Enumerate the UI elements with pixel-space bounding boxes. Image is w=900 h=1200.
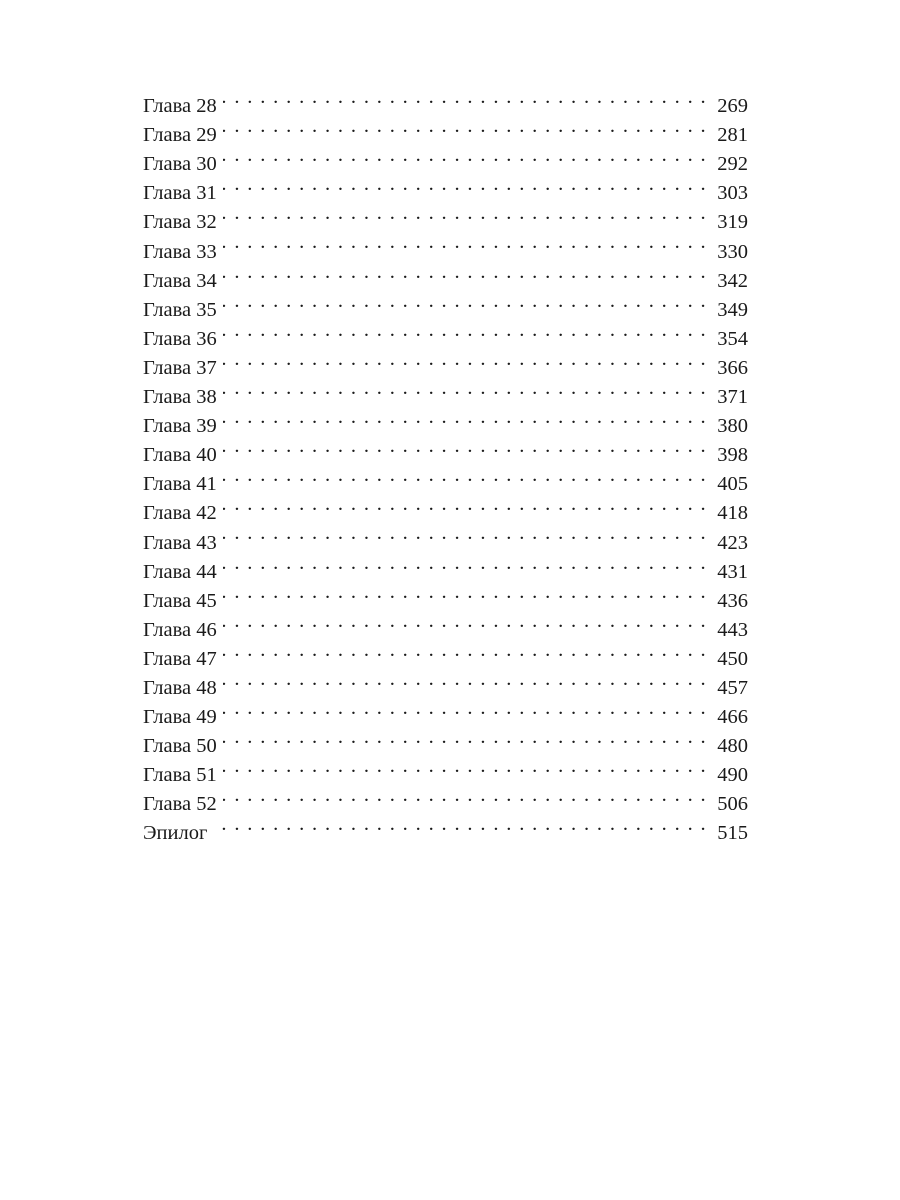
toc-dot-leader [223,141,707,170]
toc-entry-page-number: 443 [717,618,748,641]
toc-entry-page-number: 303 [717,182,748,205]
toc-entry-title: Глава 37 [143,356,217,379]
toc-entry-page-number: 292 [717,153,748,176]
toc-dot-leader [213,810,707,839]
toc-entry-page-number: 349 [717,298,748,321]
toc-entry-title: Глава 46 [143,618,217,641]
toc-entry-page-number: 515 [717,822,748,845]
toc-entry-title: Глава 45 [143,589,217,612]
toc-entry[interactable] [143,636,748,670]
toc-entry-title: Глава 35 [143,298,217,321]
toc-entry[interactable] [143,665,748,699]
toc-entry[interactable] [143,141,748,176]
toc-dot-leader [223,374,707,403]
toc-entry[interactable] [143,781,748,816]
toc-entry-page-number: 436 [717,589,748,612]
toc-entry-page-number: 342 [717,269,748,292]
toc-dot-leader [223,83,707,112]
toc-entry[interactable] [143,199,748,234]
toc-dot-leader [223,519,707,548]
toc-entry-page-number: 506 [717,793,748,816]
toc-entry[interactable] [143,752,748,787]
toc-dot-leader [223,636,707,665]
toc-entry[interactable] [143,490,748,525]
toc-entry-page-number: 366 [717,356,748,379]
toc-dot-leader [223,665,707,694]
toc-dot-leader [223,287,707,316]
toc-dot-leader [223,461,707,490]
toc-entry-title: Глава 32 [143,211,217,234]
toc-entry-title: Глава 31 [143,182,217,205]
toc-entry-title: Глава 49 [143,706,217,729]
toc-entry-title: Глава 47 [143,647,217,670]
toc-entry-title: Глава 41 [143,473,217,496]
toc-dot-leader [223,228,707,257]
toc-dot-leader [223,170,707,199]
toc-entry-page-number: 457 [717,676,748,699]
toc-entry-title: Глава 34 [143,269,217,292]
toc-entry[interactable] [143,316,748,350]
toc-entry-page-number: 354 [717,327,748,350]
toc-entry-page-number: 490 [717,764,748,787]
toc-entry-page-number: 269 [717,95,748,118]
toc-entry-page-number: 431 [717,560,748,583]
toc-dot-leader [223,112,707,141]
toc-entry-page-number: 480 [717,735,748,758]
toc-entry-title: Эпилог [143,822,208,845]
toc-entry[interactable] [143,258,748,292]
toc-entry[interactable] [143,519,748,554]
toc-entry-page-number: 418 [717,502,748,525]
toc-entry-title: Глава 48 [143,676,217,699]
toc-entry-title: Глава 28 [143,95,217,118]
toc-entry-page-number: 423 [717,531,748,554]
toc-entry[interactable] [143,723,748,758]
toc-dot-leader [223,549,707,578]
toc-entry-title: Глава 38 [143,386,217,409]
toc-entry[interactable] [143,374,748,409]
toc-dot-leader [223,258,707,287]
toc-dot-leader [223,490,707,519]
toc-entry-title: Глава 52 [143,793,217,816]
toc-entry[interactable] [143,578,748,612]
toc-entry-page-number: 380 [717,415,748,438]
toc-entry[interactable] [143,287,748,321]
toc-dot-leader [223,781,707,810]
toc-entry-title: Глава 42 [143,502,217,525]
toc-entry-title: Глава 33 [143,240,217,263]
toc-entry[interactable] [143,403,748,438]
toc-entry-page-number: 405 [717,473,748,496]
toc-entry[interactable] [143,112,748,147]
toc-entry-page-number: 319 [717,211,748,234]
toc-entry-title: Глава 30 [143,153,217,176]
toc-entry-page-number: 450 [717,647,748,670]
toc-entry-title: Глава 44 [143,560,217,583]
toc-entry[interactable] [143,170,748,205]
toc-dot-leader [223,578,707,607]
toc-dot-leader [223,694,707,723]
toc-entry-title: Глава 40 [143,444,217,467]
toc-entry-page-number: 281 [717,124,748,147]
toc-entry-title: Глава 39 [143,415,217,438]
toc-entry[interactable] [143,228,748,263]
toc-entry-title: Глава 36 [143,327,217,350]
toc-entry-title: Глава 50 [143,735,217,758]
toc-entry-page-number: 330 [717,240,748,263]
toc-entry[interactable] [143,461,748,496]
toc-entry-page-number: 371 [717,386,748,409]
toc-entry[interactable] [143,607,748,641]
toc-dot-leader [223,345,707,374]
toc-entry[interactable] [143,694,748,729]
toc-entry[interactable] [143,432,748,467]
toc-dot-leader [223,316,707,345]
toc-dot-leader [223,432,707,461]
toc-dot-leader [223,607,707,636]
toc-dot-leader [223,752,707,781]
toc-entry-title: Глава 43 [143,531,217,554]
toc-dot-leader [223,723,707,752]
toc-entry-title: Глава 29 [143,124,217,147]
toc-dot-leader [223,199,707,228]
toc-entry[interactable] [143,345,748,379]
toc-entry[interactable] [143,810,748,845]
toc-entry-page-number: 398 [717,444,748,467]
toc-entry-page-number: 466 [717,706,748,729]
toc-entry[interactable] [143,83,748,118]
table-of-contents [143,83,748,845]
toc-entry[interactable] [143,549,748,583]
toc-entry-title: Глава 51 [143,764,217,787]
toc-dot-leader [223,403,707,432]
